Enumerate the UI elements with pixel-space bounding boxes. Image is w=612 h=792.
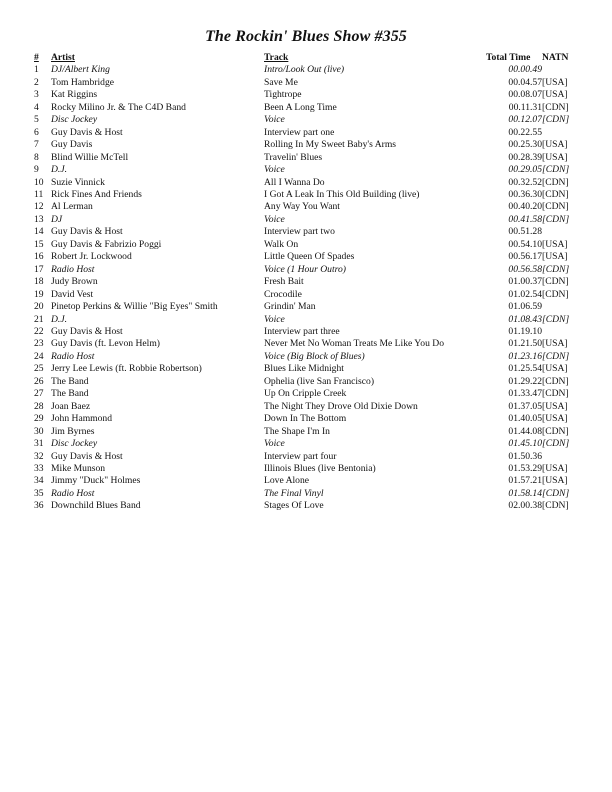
row-nationality: [CDN] (542, 375, 569, 387)
row-nationality: [USA] (542, 363, 568, 375)
row-number: 23 (34, 338, 44, 350)
row-track: Down In The Bottom (264, 413, 347, 425)
row-nationality: [CDN] (542, 164, 570, 176)
table-row (34, 152, 584, 164)
row-track: Voice (Big Block of Blues) (264, 350, 365, 362)
table-row (34, 251, 584, 263)
row-track: Crocodile (264, 288, 302, 300)
row-artist: Guy Davis & Host (51, 325, 123, 337)
row-nationality (542, 226, 584, 238)
row-number: 17 (34, 263, 44, 275)
row-total-time: 01.50.36 (508, 450, 542, 462)
row-total-time: 00.40.20 (508, 201, 542, 213)
row-track: Illinois Blues (live Bentonia) (264, 462, 376, 474)
row-number: 11 (34, 188, 44, 200)
table-row (34, 289, 584, 301)
row-number: 12 (34, 201, 44, 213)
row-artist: Robert Jr. Lockwood (51, 251, 132, 263)
row-track: Love Alone (264, 475, 310, 487)
row-number: 34 (34, 475, 44, 487)
row-track: Interview part four (264, 450, 337, 462)
row-track: Intro/Look Out (live) (264, 64, 345, 76)
row-track: Travelin' Blues (264, 151, 323, 163)
row-artist: Downchild Blues Band (51, 500, 141, 512)
table-row (34, 214, 584, 226)
row-track: Rolling In My Sweet Baby's Arms (264, 139, 397, 151)
table-row (34, 102, 584, 114)
header-track: Track (264, 52, 289, 63)
row-nationality: [USA] (542, 139, 568, 151)
row-artist: John Hammond (51, 413, 113, 425)
row-total-time: 01.57.21 (508, 475, 542, 487)
row-total-time: 01.06.59 (508, 301, 542, 313)
row-track: Tightrope (264, 89, 302, 101)
table-row (34, 326, 584, 338)
row-number: 5 (34, 114, 39, 126)
row-track: Interview part three (264, 325, 340, 337)
row-artist: D.J. (51, 164, 67, 176)
row-track: Up On Cripple Creek (264, 388, 347, 400)
row-track: Voice (1 Hour Outro) (264, 263, 346, 275)
row-artist: Kat Riggins (51, 89, 98, 101)
row-number: 15 (34, 238, 44, 250)
row-artist: The Band (51, 375, 89, 387)
row-artist: Guy Davis & Host (51, 450, 123, 462)
row-number: 19 (34, 288, 44, 300)
row-nationality: [USA] (542, 338, 568, 350)
row-nationality: [CDN] (542, 213, 570, 225)
row-number: 32 (34, 450, 44, 462)
row-total-time: 00.51.28 (508, 226, 542, 238)
row-nationality: [USA] (542, 413, 568, 425)
row-number: 1 (34, 64, 39, 76)
row-nationality: [CDN] (542, 487, 570, 499)
row-nationality: [USA] (542, 462, 568, 474)
header-number: # (34, 52, 39, 63)
row-nationality: [CDN] (542, 425, 569, 437)
row-nationality: [CDN] (542, 114, 570, 126)
row-artist: DJ/Albert King (51, 64, 110, 76)
row-artist: The Band (51, 388, 89, 400)
row-total-time: 00.12.07 (508, 114, 542, 126)
row-number: 9 (34, 164, 39, 176)
row-artist: Guy Davis & Fabrizio Poggi (51, 238, 162, 250)
row-track: The Shape I'm In (264, 425, 330, 437)
table-row (34, 338, 584, 350)
row-track: Voice (264, 164, 285, 176)
row-number: 30 (34, 425, 44, 437)
row-nationality: [USA] (542, 400, 568, 412)
row-artist: Disc Jockey (51, 438, 98, 450)
row-nationality: [USA] (542, 475, 568, 487)
row-artist: Jim Byrnes (51, 425, 95, 437)
row-track: Little Queen Of Spades (264, 251, 355, 263)
row-total-time: 00.32.52 (508, 176, 542, 188)
row-number: 25 (34, 363, 44, 375)
playlist-table (34, 52, 584, 513)
row-track: Voice (264, 438, 285, 450)
table-row (34, 114, 584, 126)
row-nationality: [CDN] (542, 313, 570, 325)
table-row (34, 351, 584, 363)
row-number: 3 (34, 89, 39, 101)
row-number: 8 (34, 151, 39, 163)
table-row (34, 164, 584, 176)
header-nationality: NATN (542, 52, 569, 63)
table-row (34, 64, 584, 76)
table-row (34, 139, 584, 151)
row-nationality: [USA] (542, 151, 568, 163)
table-row (34, 226, 584, 238)
row-artist: Guy Davis (ft. Levon Helm) (51, 338, 160, 350)
row-track: Blues Like Midnight (264, 363, 344, 375)
row-number: 20 (34, 301, 44, 313)
row-track: Stages Of Love (264, 500, 324, 512)
row-number: 16 (34, 251, 44, 263)
row-number: 31 (34, 438, 44, 450)
row-nationality (542, 326, 584, 338)
table-row (34, 463, 584, 475)
row-nationality: [USA] (542, 251, 568, 263)
row-artist: Rocky Milino Jr. & The C4D Band (51, 101, 186, 113)
row-number: 28 (34, 400, 44, 412)
row-total-time: 00.28.39 (508, 151, 542, 163)
row-nationality: [CDN] (542, 388, 569, 400)
page-title: The Rockin' Blues Show #355 (205, 28, 407, 45)
row-total-time: 01.19.10 (508, 325, 542, 337)
row-track: Fresh Bait (264, 276, 304, 288)
row-number: 2 (34, 76, 39, 88)
row-artist: Blind Willie McTell (51, 151, 129, 163)
row-track: The Night They Drove Old Dixie Down (264, 400, 418, 412)
row-total-time: 01.08.43 (508, 313, 542, 325)
row-track: Voice (264, 114, 285, 126)
row-nationality: [CDN] (542, 350, 570, 362)
row-track: All I Wanna Do (264, 176, 325, 188)
table-row (34, 239, 584, 251)
row-total-time: 00.56.17 (508, 251, 542, 263)
table-row (34, 488, 584, 500)
row-total-time: 01.25.54 (508, 363, 542, 375)
row-track: Walk On (264, 238, 299, 250)
row-artist: Pinetop Perkins & Willie "Big Eyes" Smith (51, 301, 218, 313)
table-row (34, 388, 584, 400)
row-total-time: 00.22.55 (508, 126, 542, 138)
row-nationality: [CDN] (542, 276, 569, 288)
row-total-time: 01.44.08 (508, 425, 542, 437)
row-nationality: [CDN] (542, 263, 570, 275)
row-total-time: 01.02.54 (508, 288, 542, 300)
row-nationality (542, 127, 584, 139)
row-number: 24 (34, 350, 44, 362)
row-nationality: [CDN] (542, 500, 569, 512)
row-track: Been A Long Time (264, 101, 337, 113)
row-artist: David Vest (51, 288, 94, 300)
row-track: Ophelia (live San Francisco) (264, 375, 375, 387)
row-number: 27 (34, 388, 44, 400)
header-row (34, 52, 584, 64)
row-number: 7 (34, 139, 39, 151)
row-nationality (542, 301, 584, 313)
row-track: Grindin' Man (264, 301, 316, 313)
table-row (34, 177, 584, 189)
header-total-time: Total Time (486, 52, 531, 63)
row-total-time: 00.36.30 (508, 188, 542, 200)
row-nationality (542, 451, 584, 463)
table-row (34, 401, 584, 413)
row-nationality: [CDN] (542, 438, 570, 450)
row-total-time: 01.37.05 (508, 400, 542, 412)
table-row (34, 201, 584, 213)
row-number: 18 (34, 276, 44, 288)
row-track: The Final Vinyl (264, 487, 324, 499)
row-total-time: 02.00.38 (508, 500, 542, 512)
table-row (34, 89, 584, 101)
row-artist: Mike Munson (51, 462, 106, 474)
row-total-time: 00.54.10 (508, 238, 542, 250)
row-track: Any Way You Want (264, 201, 340, 213)
row-total-time: 01.21.50 (508, 338, 542, 350)
row-artist: Radio Host (51, 263, 95, 275)
row-nationality: [CDN] (542, 188, 569, 200)
row-total-time: 01.40.05 (508, 413, 542, 425)
header-artist: Artist (51, 52, 75, 63)
row-nationality: [CDN] (542, 201, 569, 213)
row-total-time: 01.00.37 (508, 276, 542, 288)
table-row (34, 314, 584, 326)
table-row (34, 276, 584, 288)
table-row (34, 301, 584, 313)
row-track: Voice (264, 213, 285, 225)
table-row (34, 363, 584, 375)
row-number: 10 (34, 176, 44, 188)
row-total-time: 00.25.30 (508, 139, 542, 151)
row-track: Save Me (264, 76, 298, 88)
row-nationality: [CDN] (542, 176, 569, 188)
row-artist: Rick Fines And Friends (51, 188, 142, 200)
table-row (34, 413, 584, 425)
row-track: I Got A Leak In This Old Building (live) (264, 188, 420, 200)
table-row (34, 500, 584, 512)
row-nationality: [USA] (542, 76, 568, 88)
row-artist: Judy Brown (51, 276, 98, 288)
row-total-time: 00.56.58 (508, 263, 542, 275)
row-nationality (542, 64, 584, 76)
table-row (34, 77, 584, 89)
row-nationality: [USA] (542, 89, 568, 101)
row-total-time: 00.08.07 (508, 89, 542, 101)
row-artist: Joan Baez (51, 400, 91, 412)
row-total-time: 01.33.47 (508, 388, 542, 400)
row-number: 4 (34, 101, 39, 113)
row-artist: Al Lerman (51, 201, 93, 213)
row-total-time: 00.11.31 (508, 101, 542, 113)
row-nationality: [CDN] (542, 101, 569, 113)
row-total-time: 01.23.16 (508, 350, 542, 362)
row-artist: Tom Hambridge (51, 76, 115, 88)
row-total-time: 01.45.10 (508, 438, 542, 450)
table-row (34, 264, 584, 276)
row-artist: Guy Davis & Host (51, 126, 123, 138)
row-number: 22 (34, 325, 44, 337)
table-row (34, 376, 584, 388)
row-artist: Jerry Lee Lewis (ft. Robbie Robertson) (51, 363, 202, 375)
row-artist: Radio Host (51, 487, 95, 499)
row-number: 35 (34, 487, 44, 499)
table-row (34, 438, 584, 450)
row-number: 6 (34, 126, 39, 138)
row-number: 36 (34, 500, 44, 512)
row-artist: Guy Davis (51, 139, 93, 151)
table-row (34, 189, 584, 201)
row-total-time: 00.00.49 (508, 64, 542, 76)
row-number: 26 (34, 375, 44, 387)
row-total-time: 01.53.29 (508, 462, 542, 474)
row-nationality: [CDN] (542, 288, 569, 300)
row-artist: Jimmy "Duck" Holmes (51, 475, 141, 487)
row-number: 29 (34, 413, 44, 425)
table-row (34, 426, 584, 438)
row-artist: DJ (51, 213, 63, 225)
row-number: 21 (34, 313, 44, 325)
row-total-time: 00.29.05 (508, 164, 542, 176)
row-number: 13 (34, 213, 44, 225)
row-number: 14 (34, 226, 44, 238)
row-artist: Guy Davis & Host (51, 226, 123, 238)
row-total-time: 01.58.14 (508, 487, 542, 499)
row-number: 33 (34, 462, 44, 474)
row-artist: Suzie Vinnick (51, 176, 105, 188)
row-artist: Radio Host (51, 350, 95, 362)
table-row (34, 475, 584, 487)
row-track: Never Met No Woman Treats Me Like You Do (264, 338, 444, 350)
row-total-time: 00.41.58 (508, 213, 542, 225)
table-row (34, 451, 584, 463)
table-row (34, 127, 584, 139)
row-nationality: [USA] (542, 238, 568, 250)
row-track: Interview part one (264, 126, 335, 138)
row-total-time: 00.04.57 (508, 76, 542, 88)
row-total-time: 01.29.22 (508, 375, 542, 387)
row-artist: Disc Jockey (51, 114, 98, 126)
row-artist: D.J. (51, 313, 67, 325)
row-track: Voice (264, 313, 285, 325)
row-track: Interview part two (264, 226, 335, 238)
